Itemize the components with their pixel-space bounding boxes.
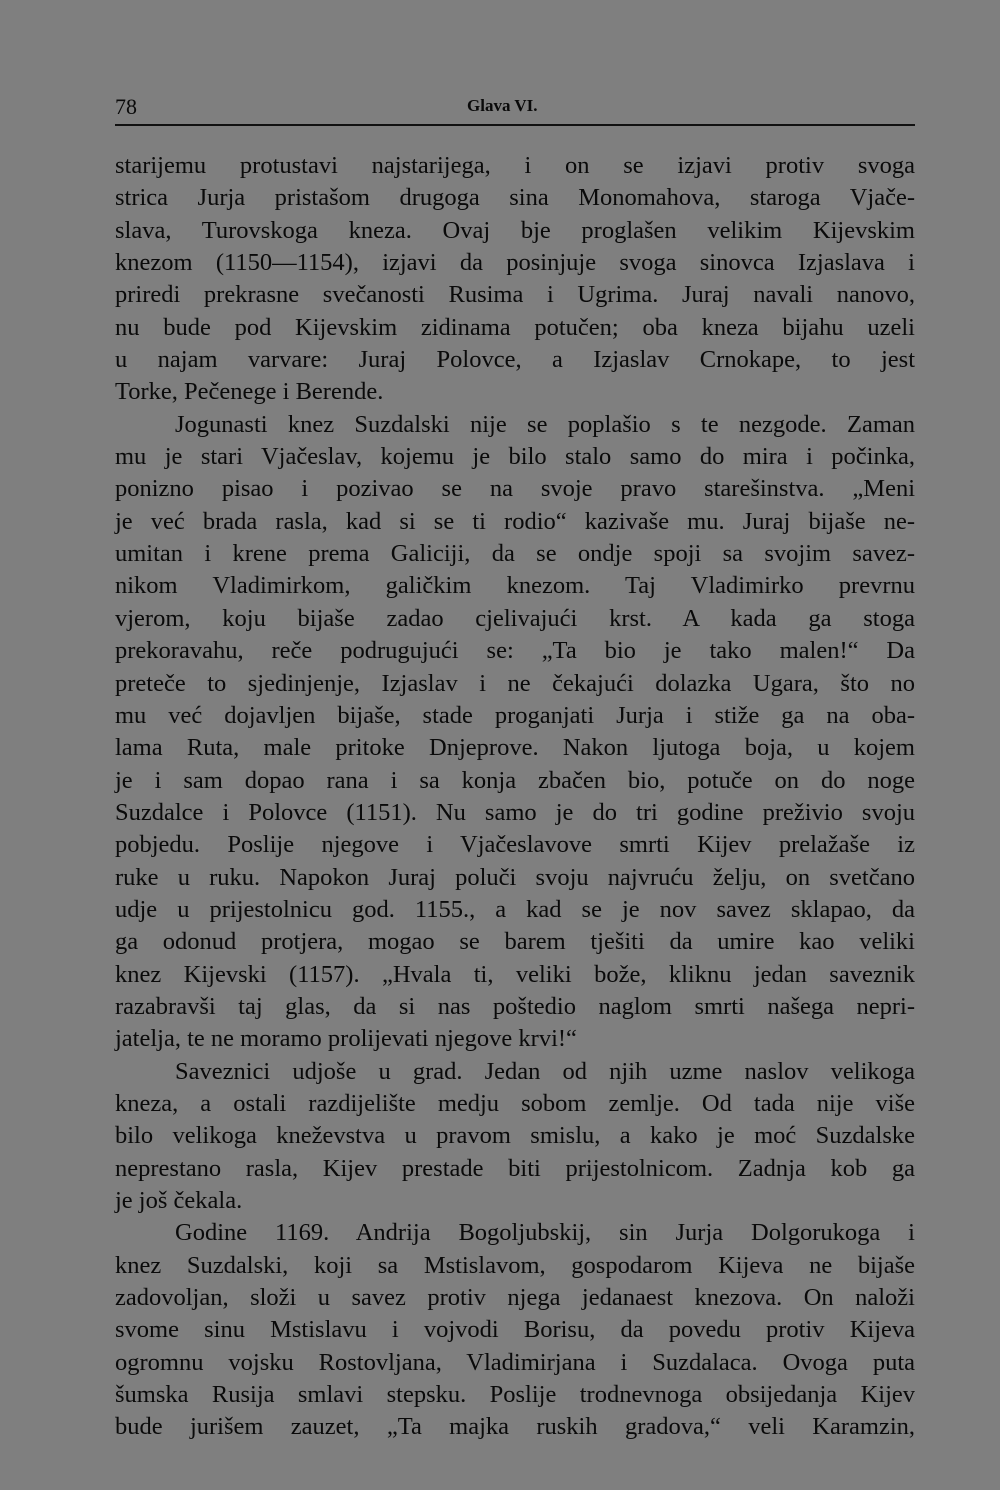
text-line: bude jurišem zauzet, „Ta majka ruskih gradova,“ veli Karamzin, bbox=[115, 1413, 915, 1441]
text-line: razabravši taj glas, da si nas poštedio naglom smrti našega nepri- bbox=[115, 992, 915, 1020]
text-line: kneza, a ostali razdijelište medju sobom zemlje. Od tada nije više bbox=[115, 1089, 915, 1117]
text-line: mu već dojavljen bijaše, stade proganjati Jurja i stiže ga na oba- bbox=[115, 701, 915, 729]
text-line: nu bude pod Kijevskim zidinama potučen; oba kneza bijahu uzeli bbox=[115, 313, 915, 341]
text-line: lama Ruta, male pritoke Dnjeprove. Nakon ljutoga boja, u kojem bbox=[115, 734, 915, 762]
text-line: ga odonud protjera, mogao se barem tješiti da umire kao veliki bbox=[115, 928, 915, 956]
text-line: udje u prijestolnicu god. 1155., a kad se je nov savez sklapao, da bbox=[115, 895, 915, 923]
text-line: preteče to sjedinjenje, Izjaslav i ne čekajući dolazka Ugara, što no bbox=[115, 669, 915, 697]
text-line: prekoravahu, reče podrugujući se: „Ta bio je tako malen!“ Da bbox=[115, 637, 915, 665]
text-line: nikom Vladimirkom, galičkim knezom. Taj Vladimirko prevrnu bbox=[115, 572, 915, 600]
text-line: u najam varvare: Juraj Polovce, a Izjaslav Crnokape, to jest bbox=[115, 346, 915, 374]
text-line: Saveznici udjoše u grad. Jedan od njih uzme naslov velikoga bbox=[175, 1057, 915, 1085]
text-line: priredi prekrasne svečanosti Rusima i Ugrima. Juraj navali nanovo, bbox=[115, 281, 915, 309]
text-line: bilo velikoga kneževstva u pravom smislu, a kako je moć Suzdalske bbox=[115, 1122, 915, 1150]
text-line: ponizno pisao i pozivao se na svoje pravo starešinstva. „Meni bbox=[115, 475, 915, 503]
text-line: Jogunasti knez Suzdalski nije se poplašio s te nezgode. Zaman bbox=[175, 410, 915, 438]
text-line: knezom (1150—1154), izjavi da posinjuje svoga sinovca Izjaslava i bbox=[115, 249, 915, 277]
text-line: Suzdalce i Polovce (1151). Nu samo je do tri godine preživio svoju bbox=[115, 798, 915, 826]
text-line: knez Suzdalski, koji sa Mstislavom, gospodarom Kijeva ne bijaše bbox=[115, 1251, 915, 1279]
text-line: zadovoljan, složi u savez protiv njega jedanaest knezova. On naloži bbox=[115, 1284, 915, 1312]
page-number: 78 bbox=[115, 94, 137, 119]
text-line: šumska Rusija smlavi stepsku. Poslije trodnevnoga obsijedanja Kijev bbox=[115, 1381, 915, 1409]
text-line: neprestano rasla, Kijev prestade biti prijestolnicom. Zadnja kob ga bbox=[115, 1154, 915, 1182]
text-line: Godine 1169. Andrija Bogoljubskij, sin Jurja Dolgorukoga i bbox=[175, 1219, 915, 1247]
text-line: mu je stari Vjačeslav, kojemu je bilo stalo samo do mira i počinka, bbox=[115, 443, 915, 471]
text-line: ruke u ruku. Napokon Juraj poluči svoju najvruću želju, on svetčano bbox=[115, 863, 915, 891]
text-line: je već brada rasla, kad si se ti rodio“ kazivaše mu. Juraj bijaše ne- bbox=[115, 507, 915, 535]
running-title: Glava VI. bbox=[467, 96, 538, 115]
text-line: starijemu protustavi najstarijega, i on se izjavi protiv svoga bbox=[115, 152, 915, 179]
body-text bbox=[115, 150, 915, 1444]
text-line: strica Jurja pristašom drugoga sina Monomahova, staroga Vjače- bbox=[115, 184, 915, 212]
text-line: je još čekala. bbox=[115, 1187, 243, 1214]
text-line: svome sinu Mstislavu i vojvodi Borisu, da povedu protiv Kijeva bbox=[115, 1316, 915, 1344]
text-line: jatelja, te ne moramo prolijevati njegove krvi!“ bbox=[115, 1025, 577, 1053]
text-line: knez Kijevski (1157). „Hvala ti, veliki bože, kliknu jedan saveznik bbox=[115, 960, 915, 988]
text-line: umitan i krene prema Galiciji, da se ondje spoji sa svojim savez- bbox=[115, 540, 915, 568]
text-line: ogromnu vojsku Rostovljana, Vladimirjana i Suzdalaca. Ovoga puta bbox=[115, 1348, 915, 1376]
page-header bbox=[115, 92, 915, 126]
text-line: slava, Turovskoga kneza. Ovaj bje proglašen velikim Kijevskim bbox=[115, 216, 915, 244]
text-line: pobjedu. Poslije njegove i Vjačeslavove smrti Kijev prelažaše iz bbox=[115, 831, 915, 859]
text-line: vjerom, koju bijaše zadao cjelivajući krst. A kada ga stoga bbox=[115, 604, 915, 632]
text-line: Torke, Pečenege i Berende. bbox=[115, 378, 384, 406]
text-line: je i sam dopao rana i sa konja zbačen bio, potuče on do noge bbox=[115, 766, 915, 794]
